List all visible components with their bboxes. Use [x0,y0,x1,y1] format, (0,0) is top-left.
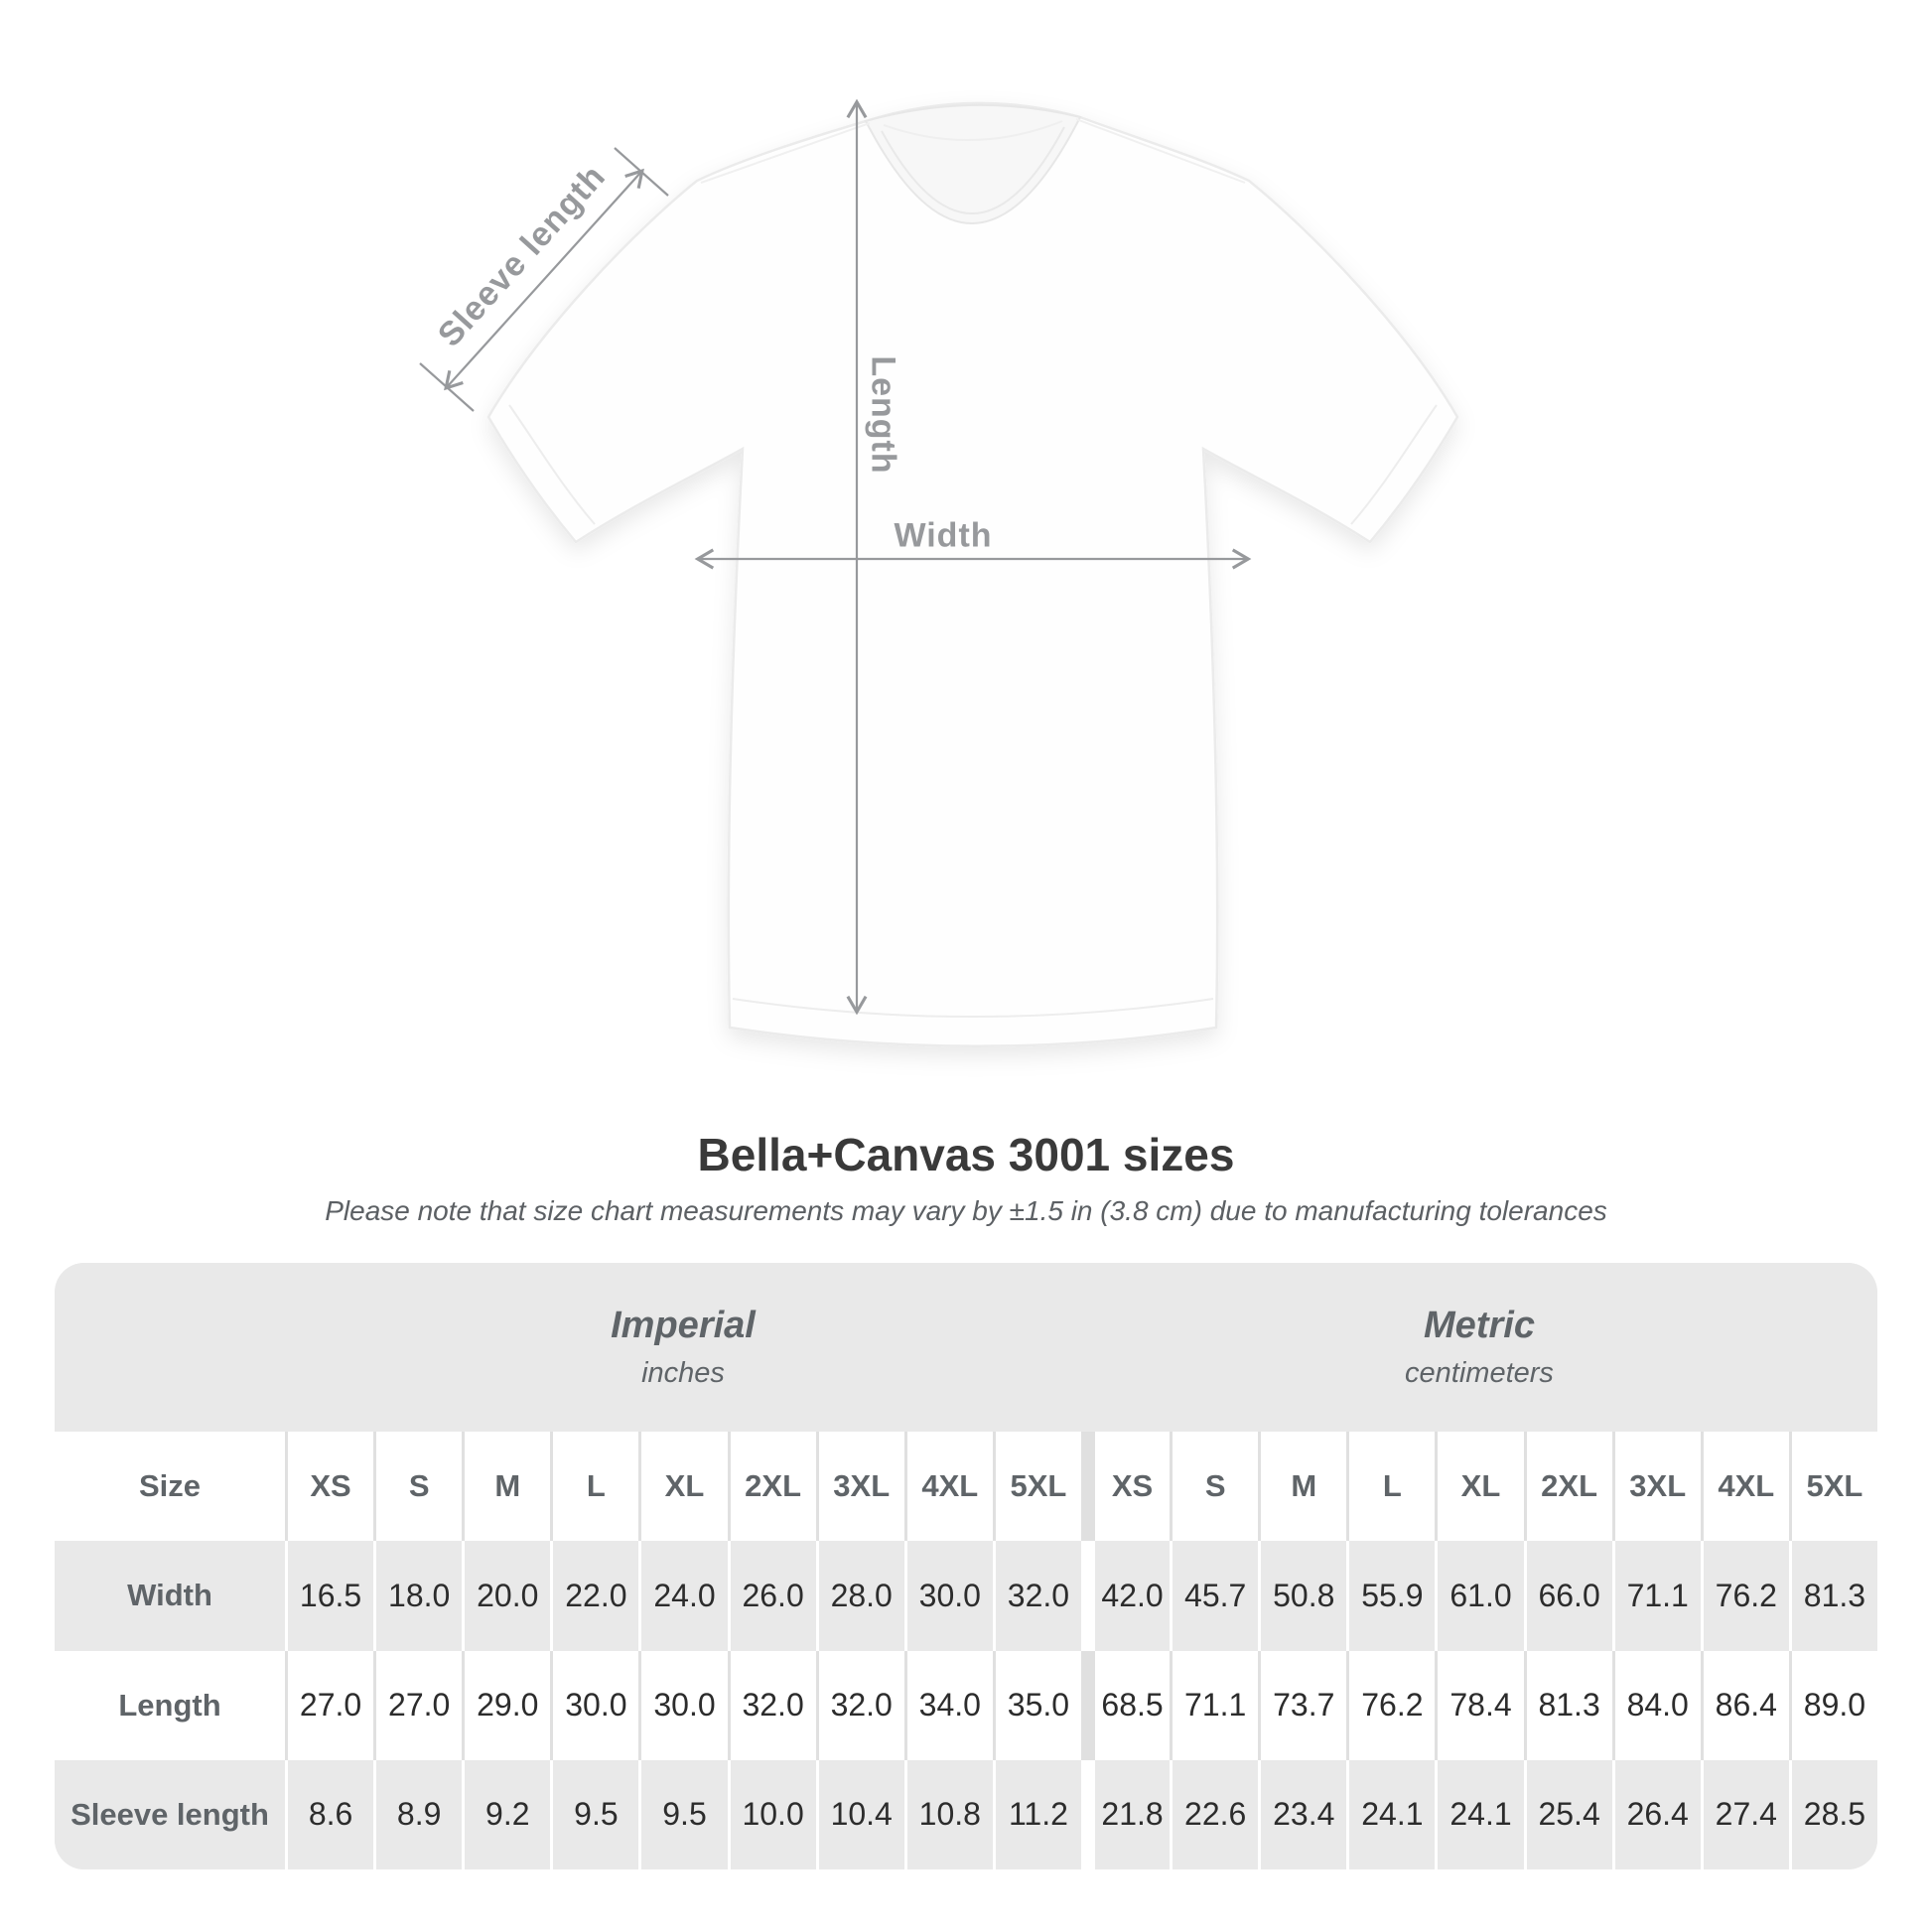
size-table [55,1263,1877,1869]
table-value: 32.0 [816,1651,904,1760]
table-value: 28.0 [816,1541,904,1650]
table-value: 81.3 [1524,1651,1612,1760]
table-value: 18.0 [373,1541,462,1650]
table-value: 10.0 [728,1760,816,1869]
table-value: 26.0 [728,1541,816,1650]
table-value: 11.2 [993,1760,1081,1869]
tshirt-outline [488,103,1457,1046]
table-value: 23.4 [1258,1760,1346,1869]
section-unit: centimeters [1405,1357,1554,1389]
table-value: 27.4 [1701,1760,1789,1869]
section-name: Metric [1424,1305,1535,1346]
table-value: 32.0 [728,1651,816,1760]
table-value: 68.5 [1081,1651,1170,1760]
table-value: 30.0 [904,1541,993,1650]
table-value: 16.5 [285,1541,373,1650]
table-value: 30.0 [638,1651,727,1760]
table-value: 10.8 [904,1760,993,1869]
row-label: Length [55,1651,285,1760]
size-header: S [1170,1432,1258,1541]
table-value: 22.6 [1170,1760,1258,1869]
size-header: 2XL [728,1432,816,1541]
table-value: 26.4 [1612,1760,1701,1869]
size-header: S [373,1432,462,1541]
section-header-metric [1081,1263,1877,1432]
table-value: 76.2 [1346,1651,1435,1760]
section-name: Imperial [611,1305,756,1346]
table-value: 9.2 [462,1760,550,1869]
band-corner [55,1263,285,1432]
size-header: L [1346,1432,1435,1541]
table-value: 9.5 [550,1760,638,1869]
table-value: 28.5 [1789,1760,1877,1869]
table-value: 24.1 [1346,1760,1435,1869]
table-value: 50.8 [1258,1541,1346,1650]
size-header: M [462,1432,550,1541]
row-label: Sleeve length [55,1760,285,1869]
table-value: 22.0 [550,1541,638,1650]
table-value: 42.0 [1081,1541,1170,1650]
size-header: 4XL [904,1432,993,1541]
corner-label: Size [55,1432,285,1541]
size-header: M [1258,1432,1346,1541]
size-header: XS [285,1432,373,1541]
table-value: 71.1 [1612,1541,1701,1650]
size-header: XL [638,1432,727,1541]
table-value: 27.0 [285,1651,373,1760]
table-value: 30.0 [550,1651,638,1760]
tolerance-note: Please note that size chart measurements may vary by ±1.5 in (3.8 cm) due to manufacturing tolerances [325,1195,1607,1226]
table-value: 32.0 [993,1541,1081,1650]
size-header: 3XL [816,1432,904,1541]
size-header: 5XL [1789,1432,1877,1541]
table-value: 27.0 [373,1651,462,1760]
table-value: 55.9 [1346,1541,1435,1650]
table-value: 10.4 [816,1760,904,1869]
size-header: 3XL [1612,1432,1701,1541]
size-header: XS [1081,1432,1170,1541]
table-value: 25.4 [1524,1760,1612,1869]
size-table-grid [55,1263,1877,1869]
table-value: 8.6 [285,1760,373,1869]
length-label: Length [864,355,902,475]
size-header: 4XL [1701,1432,1789,1541]
table-value: 71.1 [1170,1651,1258,1760]
table-value: 89.0 [1789,1651,1877,1760]
table-value: 21.8 [1081,1760,1170,1869]
section-unit: inches [641,1357,725,1389]
size-header: L [550,1432,638,1541]
table-value: 66.0 [1524,1541,1612,1650]
table-value: 35.0 [993,1651,1081,1760]
size-header: XL [1435,1432,1523,1541]
size-header: 2XL [1524,1432,1612,1541]
table-value: 45.7 [1170,1541,1258,1650]
table-value: 81.3 [1789,1541,1877,1650]
table-value: 8.9 [373,1760,462,1869]
size-header: 5XL [993,1432,1081,1541]
section-header-imperial [285,1263,1081,1432]
table-value: 34.0 [904,1651,993,1760]
table-value: 20.0 [462,1541,550,1650]
table-value: 73.7 [1258,1651,1346,1760]
table-value: 76.2 [1701,1541,1789,1650]
row-label: Width [55,1541,285,1650]
width-label: Width [894,516,993,555]
table-value: 24.0 [638,1541,727,1650]
table-value: 78.4 [1435,1651,1523,1760]
page-title: Bella+Canvas 3001 sizes [697,1129,1235,1180]
table-value: 9.5 [638,1760,727,1869]
table-value: 84.0 [1612,1651,1701,1760]
table-value: 61.0 [1435,1541,1523,1650]
table-value: 86.4 [1701,1651,1789,1760]
sleeve-length-label: Sleeve length [430,157,614,354]
table-value: 29.0 [462,1651,550,1760]
table-value: 24.1 [1435,1760,1523,1869]
